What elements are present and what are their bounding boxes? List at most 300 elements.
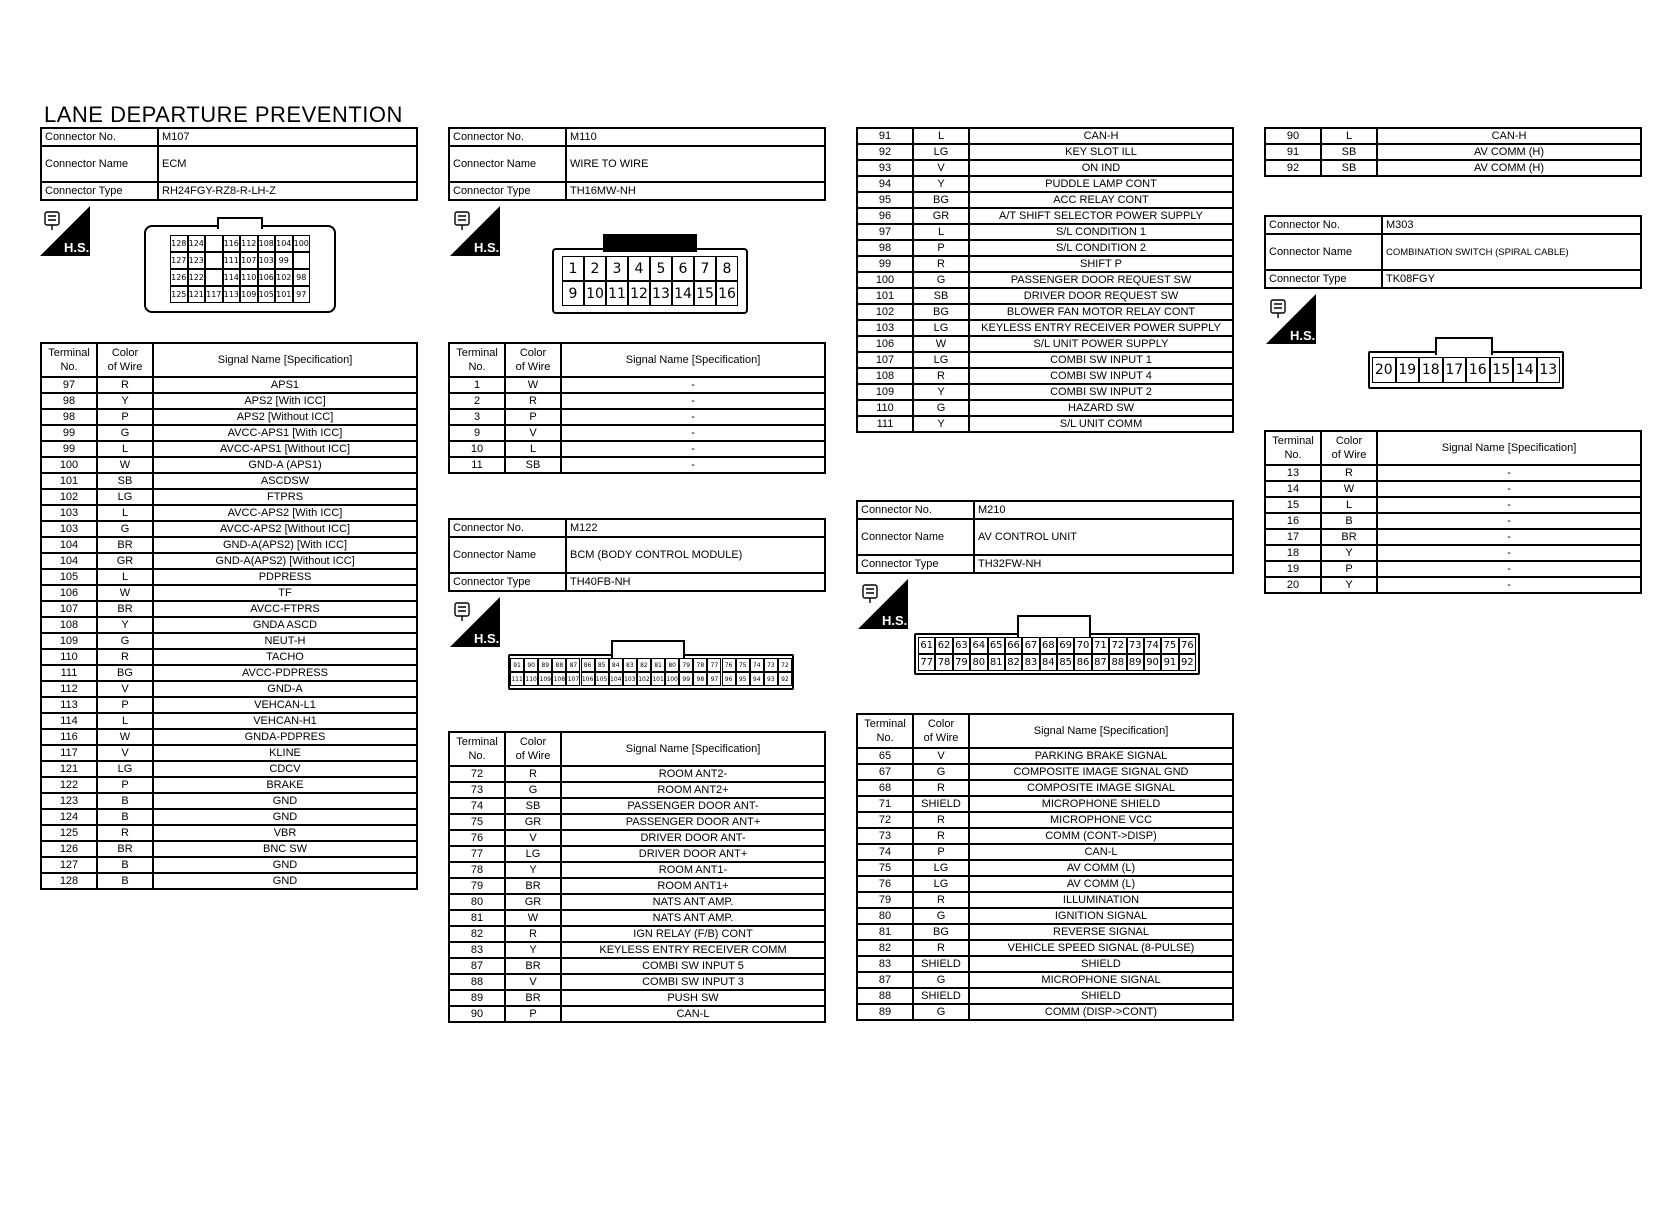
signal-name: TF	[153, 585, 417, 601]
connector-pin: 5	[650, 256, 672, 281]
connector-pin: 104	[609, 672, 623, 686]
hs-badge-text: H.S.	[64, 240, 90, 255]
terminal-no: 108	[41, 617, 97, 633]
terminal-no-header: Terminal No.	[1265, 431, 1321, 465]
terminal-no: 92	[857, 144, 913, 160]
connector-pin: 125	[170, 286, 188, 303]
wire-color-header: Color of Wire	[1321, 431, 1377, 465]
wire-color: W	[505, 377, 561, 393]
terminal-no: 88	[857, 988, 913, 1004]
connector-pin: 86	[1074, 654, 1091, 671]
terminal-row	[41, 825, 417, 841]
wire-color-header: Color of Wire	[505, 343, 561, 377]
terminal-row	[857, 972, 1233, 988]
terminal-row	[1265, 481, 1641, 497]
connector-pin: 72	[1109, 637, 1126, 654]
terminal-no: 90	[449, 1006, 505, 1022]
connector-pin: 102	[275, 269, 293, 286]
terminal-row	[41, 793, 417, 809]
terminal-no: 95	[857, 192, 913, 208]
terminal-no: 78	[449, 862, 505, 878]
connector-pin: 73	[764, 658, 778, 672]
terminal-row	[41, 377, 417, 393]
signal-name-header: Signal Name [Specification]	[153, 343, 417, 377]
terminal-row	[857, 144, 1233, 160]
connector-pin: 83	[623, 658, 637, 672]
terminal-no: 106	[857, 336, 913, 352]
terminal-no: 112	[41, 681, 97, 697]
connector-pin: 14	[672, 281, 694, 306]
wire-color: SB	[97, 473, 153, 489]
signal-name: -	[1377, 513, 1641, 529]
connector-type-value: RH24FGY-RZ8-R-LH-Z	[158, 182, 417, 200]
connector-pin: 108	[552, 672, 566, 686]
terminal-row	[857, 352, 1233, 368]
terminal-row	[1265, 529, 1641, 545]
terminal-row	[449, 393, 825, 409]
signal-name: GNDA ASCD	[153, 617, 417, 633]
harness-side-icon	[450, 206, 500, 256]
connector-glyph	[45, 212, 59, 230]
terminal-no: 75	[857, 860, 913, 876]
signal-name-header: Signal Name [Specification]	[561, 343, 825, 377]
wire-color: Y	[913, 384, 969, 400]
signal-name: S/L UNIT COMM	[969, 416, 1233, 432]
terminal-no: 80	[857, 908, 913, 924]
signal-name: COMBI SW INPUT 5	[561, 958, 825, 974]
connector-glyph	[863, 585, 877, 603]
signal-name: -	[561, 425, 825, 441]
connector-pin: 73	[1127, 637, 1144, 654]
connector-pin: 76	[722, 658, 736, 672]
connector-pin: 104	[275, 235, 293, 252]
wire-color: G	[97, 633, 153, 649]
terminal-no: 87	[449, 958, 505, 974]
wire-color: G	[913, 272, 969, 288]
terminal-no: 102	[857, 304, 913, 320]
signal-name: -	[1377, 561, 1641, 577]
wire-color: LG	[913, 860, 969, 876]
terminal-row	[41, 489, 417, 505]
wire-color: Y	[505, 862, 561, 878]
terminal-no: 101	[857, 288, 913, 304]
wire-color: GR	[97, 553, 153, 569]
wire-color: V	[97, 681, 153, 697]
terminal-no: 79	[449, 878, 505, 894]
connector-pin: 114	[223, 269, 241, 286]
signal-name: PASSENGER DOOR ANT+	[561, 814, 825, 830]
wire-color: BR	[1321, 529, 1377, 545]
wire-color: Y	[97, 393, 153, 409]
wire-color: L	[97, 569, 153, 585]
signal-name: PUSH SW	[561, 990, 825, 1006]
wire-color: W	[913, 336, 969, 352]
wire-color: W	[505, 910, 561, 926]
terminal-no-header: Terminal No.	[41, 343, 97, 377]
connector-type-label: Connector Type	[449, 182, 566, 200]
connector-m210-header	[856, 500, 1234, 574]
connector-latch	[1435, 337, 1494, 355]
connector-pin: 9	[562, 281, 584, 306]
wire-color: V	[913, 748, 969, 764]
wire-color: LG	[97, 489, 153, 505]
terminal-row	[857, 780, 1233, 796]
wire-color: R	[97, 377, 153, 393]
signal-name: CDCV	[153, 761, 417, 777]
terminal-row	[857, 400, 1233, 416]
terminal-no: 87	[857, 972, 913, 988]
signal-name: CAN-L	[561, 1006, 825, 1022]
connector-pin: 76	[1179, 637, 1196, 654]
terminal-row	[41, 745, 417, 761]
signal-name: MICROPHONE SHIELD	[969, 796, 1233, 812]
harness-side-icon	[1266, 294, 1316, 344]
connector-pin: 18	[1419, 357, 1443, 383]
terminal-no-header: Terminal No.	[449, 343, 505, 377]
signal-name: A/T SHIFT SELECTOR POWER SUPPLY	[969, 208, 1233, 224]
connector-type-value: TH40FB-NH	[566, 573, 825, 591]
connector-pin: 16	[1466, 357, 1490, 383]
terminal-no: 107	[857, 352, 913, 368]
connector-pin: 89	[1127, 654, 1144, 671]
terminal-no: 77	[449, 846, 505, 862]
signal-name: ACC RELAY CONT	[969, 192, 1233, 208]
harness-side-icon	[40, 206, 90, 256]
terminal-no: 101	[41, 473, 97, 489]
signal-name: KEYLESS ENTRY RECEIVER COMM	[561, 942, 825, 958]
connector-pin: 20	[1372, 357, 1396, 383]
connector-no-value: M303	[1382, 216, 1641, 234]
signal-name: COMM (CONT->DISP)	[969, 828, 1233, 844]
signal-name: -	[561, 393, 825, 409]
connector-pin: 116	[223, 235, 241, 252]
signal-name: GND-A (APS1)	[153, 457, 417, 473]
wire-color: SB	[505, 457, 561, 473]
terminal-row	[857, 908, 1233, 924]
signal-name: AVCC-PDPRESS	[153, 665, 417, 681]
wire-color: V	[505, 974, 561, 990]
terminal-row	[857, 320, 1233, 336]
wire-color: R	[913, 368, 969, 384]
connector-type-label: Connector Type	[1265, 270, 1382, 288]
harness-side-icon	[858, 579, 908, 629]
terminal-row	[449, 1006, 825, 1022]
wire-color: L	[913, 128, 969, 144]
terminal-row	[41, 633, 417, 649]
connector-name-value: COMBINATION SWITCH (SPIRAL CABLE)	[1382, 234, 1641, 270]
wire-color: Y	[1321, 545, 1377, 561]
wire-color: R	[97, 649, 153, 665]
terminal-row	[41, 601, 417, 617]
terminal-no: 96	[857, 208, 913, 224]
terminal-no: 91	[857, 128, 913, 144]
signal-name: COMBI SW INPUT 4	[969, 368, 1233, 384]
signal-name: ROOM ANT2-	[561, 766, 825, 782]
terminal-row	[41, 649, 417, 665]
connector-pin: 81	[988, 654, 1005, 671]
signal-name: AV COMM (H)	[1377, 144, 1641, 160]
signal-name: -	[1377, 577, 1641, 593]
signal-name: GND-A(APS2) [With ICC]	[153, 537, 417, 553]
wire-color: GR	[505, 894, 561, 910]
signal-name: AVCC-APS1 [Without ICC]	[153, 441, 417, 457]
connector-pin: 98	[293, 269, 311, 286]
wire-color-header: Color of Wire	[913, 714, 969, 748]
connector-pin: 80	[665, 658, 679, 672]
terminal-row	[449, 457, 825, 473]
signal-name: VEHCAN-H1	[153, 713, 417, 729]
connector-pin: 122	[188, 269, 206, 286]
terminal-no: 103	[857, 320, 913, 336]
wire-color: BR	[97, 841, 153, 857]
signal-name: ROOM ANT1-	[561, 862, 825, 878]
connector-m303-diagram	[1368, 337, 1564, 389]
connector-pin: 99	[679, 672, 693, 686]
terminal-no: 116	[41, 729, 97, 745]
terminal-no: 2	[449, 393, 505, 409]
connector-pin: 82	[1005, 654, 1022, 671]
connector-pin: 91	[510, 658, 524, 672]
terminal-no: 107	[41, 601, 97, 617]
wire-color: BG	[913, 304, 969, 320]
wire-color: SHIELD	[913, 956, 969, 972]
wire-color: V	[97, 745, 153, 761]
terminal-row	[41, 729, 417, 745]
terminal-row	[857, 256, 1233, 272]
connector-pin: 65	[988, 637, 1005, 654]
terminal-row	[449, 766, 825, 782]
connector-name-value: AV CONTROL UNIT	[974, 519, 1233, 555]
terminal-row	[41, 393, 417, 409]
connector-pin: 108	[258, 235, 276, 252]
terminal-no: 14	[1265, 481, 1321, 497]
terminal-row	[41, 665, 417, 681]
terminal-row	[41, 425, 417, 441]
connector-pin	[205, 235, 223, 252]
wire-color: Y	[913, 176, 969, 192]
connector-m303-header	[1264, 215, 1642, 289]
wire-color: L	[97, 441, 153, 457]
connector-pin: 17	[1443, 357, 1467, 383]
connector-pin: 96	[722, 672, 736, 686]
connector-pin: 89	[538, 658, 552, 672]
wire-color: R	[913, 780, 969, 796]
terminal-row	[1265, 160, 1641, 176]
terminal-no: 100	[41, 457, 97, 473]
terminal-no: 109	[857, 384, 913, 400]
wire-color: R	[505, 766, 561, 782]
terminal-no: 128	[41, 873, 97, 889]
terminal-no: 103	[41, 521, 97, 537]
connector-pin: 82	[637, 658, 651, 672]
terminal-row	[41, 553, 417, 569]
terminal-no: 68	[857, 780, 913, 796]
connector-pin: 92	[778, 672, 792, 686]
connector-pin: 11	[606, 281, 628, 306]
wire-color: R	[913, 812, 969, 828]
signal-name: ILLUMINATION	[969, 892, 1233, 908]
connector-pin: 110	[240, 269, 258, 286]
wire-color: P	[913, 240, 969, 256]
terminal-row	[857, 272, 1233, 288]
wire-color: BR	[97, 537, 153, 553]
wire-color: LG	[913, 352, 969, 368]
connector-pin: 87	[1092, 654, 1109, 671]
terminal-row	[449, 441, 825, 457]
connector-pin: 95	[736, 672, 750, 686]
terminal-row	[449, 846, 825, 862]
connector-pin: 10	[584, 281, 606, 306]
terminal-no: 1	[449, 377, 505, 393]
connector-type-label: Connector Type	[857, 555, 974, 573]
terminal-row	[1265, 545, 1641, 561]
connector-pin: 79	[679, 658, 693, 672]
wire-color: B	[97, 873, 153, 889]
signal-name: S/L CONDITION 1	[969, 224, 1233, 240]
terminal-row	[857, 956, 1233, 972]
terminal-no: 88	[449, 974, 505, 990]
terminal-no: 3	[449, 409, 505, 425]
terminal-no: 108	[857, 368, 913, 384]
signal-name: SHIELD	[969, 988, 1233, 1004]
connector-pin	[205, 252, 223, 269]
terminal-row	[1265, 128, 1641, 144]
wire-color: BR	[505, 990, 561, 1006]
wire-color: B	[97, 857, 153, 873]
hs-badge-text: H.S.	[1290, 328, 1316, 343]
terminal-row	[857, 988, 1233, 1004]
connector-latch	[611, 640, 685, 658]
connector-no-label: Connector No.	[41, 128, 158, 146]
terminal-no: 81	[449, 910, 505, 926]
signal-name-header: Signal Name [Specification]	[1377, 431, 1641, 465]
connector-pin: 66	[1005, 637, 1022, 654]
connector-type-value: TH32FW-NH	[974, 555, 1233, 573]
terminal-row	[857, 240, 1233, 256]
connector-pin: 100	[293, 235, 311, 252]
wire-color: Y	[97, 617, 153, 633]
wire-color: G	[913, 764, 969, 780]
terminal-row	[41, 409, 417, 425]
signal-name: GND	[153, 857, 417, 873]
connector-pin: 127	[170, 252, 188, 269]
connector-name-value: BCM (BODY CONTROL MODULE)	[566, 537, 825, 573]
terminal-row	[449, 814, 825, 830]
signal-name: AVCC-APS2 [Without ICC]	[153, 521, 417, 537]
wire-color: BG	[913, 192, 969, 208]
connector-pin: 123	[188, 252, 206, 269]
signal-name: -	[561, 457, 825, 473]
connector-name-label: Connector Name	[41, 146, 158, 182]
connector-pin: 124	[188, 235, 206, 252]
connector-no-value: M210	[974, 501, 1233, 519]
wire-color: R	[1321, 465, 1377, 481]
signal-name: COMM (DISP->CONT)	[969, 1004, 1233, 1020]
terminal-no: 103	[41, 505, 97, 521]
terminal-no: 20	[1265, 577, 1321, 593]
connector-pin: 90	[524, 658, 538, 672]
connector-pin: 101	[275, 286, 293, 303]
connector-pin: 103	[258, 252, 276, 269]
signal-name: AVCC-APS1 [With ICC]	[153, 425, 417, 441]
connector-pin: 15	[694, 281, 716, 306]
connector-pin: 94	[750, 672, 764, 686]
terminal-no: 97	[41, 377, 97, 393]
connector-m107-terminal-table	[40, 342, 418, 890]
terminal-row	[41, 713, 417, 729]
terminal-no: 83	[449, 942, 505, 958]
terminal-no: 65	[857, 748, 913, 764]
terminal-no: 90	[1265, 128, 1321, 144]
signal-name: DRIVER DOOR ANT-	[561, 830, 825, 846]
terminal-no: 122	[41, 777, 97, 793]
terminal-no: 99	[41, 441, 97, 457]
connector-pin: 86	[581, 658, 595, 672]
wire-color: LG	[913, 144, 969, 160]
wire-color: G	[97, 425, 153, 441]
wire-color: Y	[1321, 577, 1377, 593]
connector-no-label: Connector No.	[857, 501, 974, 519]
terminal-row	[857, 940, 1233, 956]
connector-pin: 107	[240, 252, 258, 269]
wire-color: P	[505, 409, 561, 425]
terminal-no: 126	[41, 841, 97, 857]
wire-color: P	[97, 777, 153, 793]
connector-pin: 98	[693, 672, 707, 686]
signal-name: FTPRS	[153, 489, 417, 505]
connector-pin: 85	[1057, 654, 1074, 671]
terminal-no: 89	[449, 990, 505, 1006]
terminal-no: 124	[41, 809, 97, 825]
terminal-row	[41, 697, 417, 713]
connector-name-label: Connector Name	[857, 519, 974, 555]
terminal-row	[857, 796, 1233, 812]
terminal-no: 99	[857, 256, 913, 272]
signal-name: GNDA-PDPRES	[153, 729, 417, 745]
hs-badge-text: H.S.	[474, 631, 500, 646]
connector-name-value: ECM	[158, 146, 417, 182]
connector-pin: 106	[581, 672, 595, 686]
wire-color: R	[505, 393, 561, 409]
terminal-row	[41, 473, 417, 489]
connector-m107-diagram	[144, 217, 336, 323]
terminal-no: 82	[449, 926, 505, 942]
connector-pin: 1	[562, 256, 584, 281]
wire-color: SHIELD	[913, 796, 969, 812]
wire-color: L	[97, 713, 153, 729]
terminal-row	[41, 521, 417, 537]
wire-color: W	[97, 585, 153, 601]
wire-color: R	[505, 926, 561, 942]
wire-color: BG	[97, 665, 153, 681]
wire-color: R	[913, 256, 969, 272]
signal-name: S/L UNIT POWER SUPPLY	[969, 336, 1233, 352]
terminal-no: 106	[41, 585, 97, 601]
terminal-row	[449, 878, 825, 894]
signal-name: COMPOSITE IMAGE SIGNAL	[969, 780, 1233, 796]
terminal-no: 79	[857, 892, 913, 908]
wire-color: P	[97, 697, 153, 713]
terminal-no: 104	[41, 537, 97, 553]
wire-color: G	[913, 1004, 969, 1020]
connector-glyph	[455, 212, 469, 230]
terminal-no: 127	[41, 857, 97, 873]
signal-name: AVCC-FTPRS	[153, 601, 417, 617]
terminal-row	[857, 192, 1233, 208]
terminal-no: 17	[1265, 529, 1321, 545]
terminal-row	[857, 176, 1233, 192]
connector-type-value: TK08FGY	[1382, 270, 1641, 288]
